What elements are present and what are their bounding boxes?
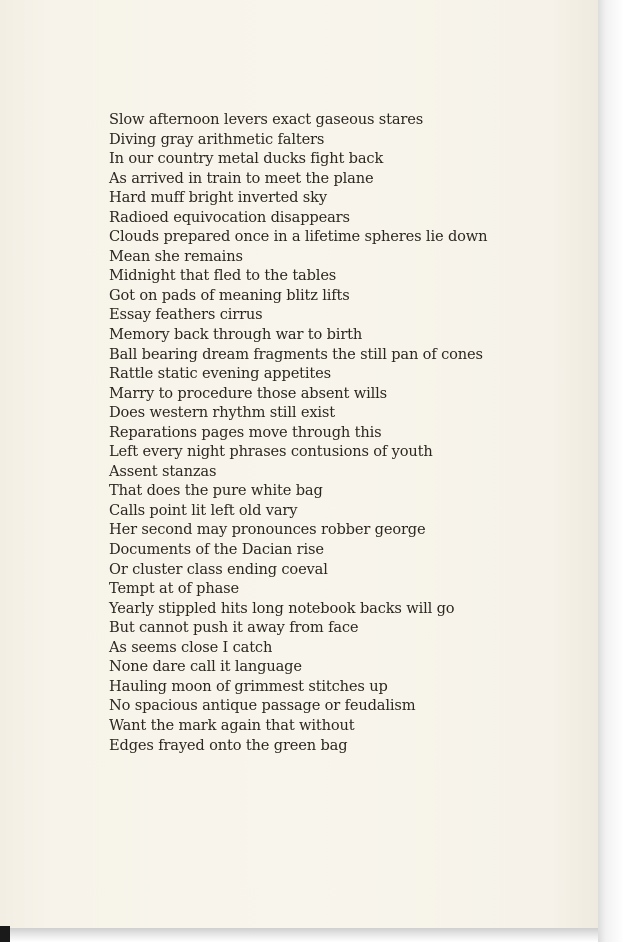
poem-line: Assent stanzas <box>109 462 217 480</box>
poem-line: Left every night phrases contusions of youth <box>109 443 433 461</box>
poem-line: Calls point lit left old vary <box>109 501 298 519</box>
poem-line: In our country metal ducks fight back <box>109 150 384 168</box>
poem-line: Tempt at of phase <box>109 580 239 598</box>
poem-line: Radioed equivocation disappears <box>109 208 350 226</box>
poem-line: Ball bearing dream fragments the still pan of cones <box>109 345 483 363</box>
poem-line: Memory back through war to birth <box>109 326 363 344</box>
scan-edge-bottom <box>0 928 598 942</box>
poem-line: None dare call it language <box>109 658 302 676</box>
poem-line: Clouds prepared once in a lifetime spheres lie down <box>109 228 488 246</box>
poem-line: As seems close I catch <box>109 638 273 656</box>
poem-line: As arrived in train to meet the plane <box>109 169 374 187</box>
poem-line: Or cluster class ending coeval <box>109 560 328 578</box>
poem-line: Mean she remains <box>109 247 243 265</box>
poem-line: Yearly stippled hits long notebook backs will go <box>109 599 455 617</box>
poem-line: Got on pads of meaning blitz lifts <box>109 286 350 304</box>
poem-line: Want the mark again that without <box>109 716 355 734</box>
poem-line: No spacious antique passage or feudalism <box>109 697 416 715</box>
scan-edge-right <box>598 0 624 942</box>
scan-corner <box>0 926 10 942</box>
poem-line: Does western rhythm still exist <box>109 404 335 422</box>
poem-line: Slow afternoon levers exact gaseous stares <box>109 111 424 128</box>
poem-line: Hauling moon of grimmest stitches up <box>109 677 388 695</box>
poem-line: Midnight that fled to the tables <box>109 267 337 285</box>
poem-line: Reparations pages move through this <box>109 423 382 441</box>
poem <box>109 110 487 755</box>
poem-line: Essay feathers cirrus <box>109 306 263 324</box>
poem-line: Diving gray arithmetic falters <box>109 130 325 148</box>
poem-line: But cannot push it away from face <box>109 619 359 637</box>
poem-line: Documents of the Dacian rise <box>109 541 324 559</box>
poem-line: Rattle static evening appetites <box>109 365 331 383</box>
poem-line: That does the pure white bag <box>109 482 323 500</box>
poem-line: Hard muff bright inverted sky <box>109 189 327 207</box>
poem-line: Her second may pronounces robber george <box>109 521 426 539</box>
poem-line: Edges frayed onto the green bag <box>109 736 348 754</box>
poem-line: Marry to procedure those absent wills <box>109 384 387 402</box>
